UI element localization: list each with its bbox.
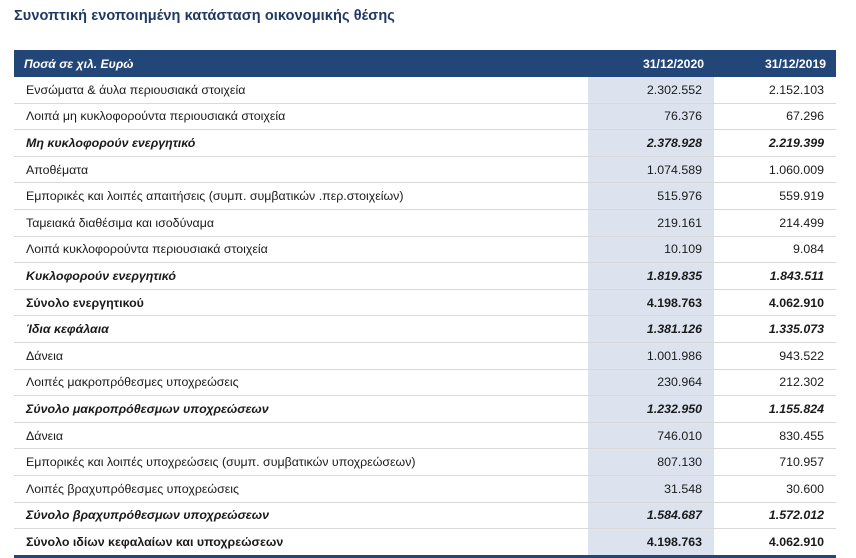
row-value-2019: 212.302 — [714, 369, 836, 396]
row-value-2019: 2.219.399 — [714, 130, 836, 157]
row-value-2020: 1.819.835 — [588, 263, 714, 290]
row-label: Λοιπές βραχυπρόθεσμες υποχρεώσεις — [14, 475, 588, 502]
table-row — [14, 396, 836, 423]
row-value-2020: 4.198.763 — [588, 289, 714, 316]
financial-table-container — [14, 50, 836, 558]
row-label: Εμπορικές και λοιπές απαιτήσεις (συμπ. συμβατικών .περ.στοιχείων) — [14, 183, 588, 210]
table-row — [14, 475, 836, 502]
row-value-2019: 67.296 — [714, 103, 836, 130]
row-label: Λοιπές μακροπρόθεσμες υποχρεώσεις — [14, 369, 588, 396]
column-header-year-2019: 31/12/2019 — [714, 50, 836, 77]
row-value-2019: 1.060.009 — [714, 156, 836, 183]
row-label: Μη κυκλοφορούν ενεργητικό — [14, 130, 588, 157]
row-value-2020: 746.010 — [588, 422, 714, 449]
row-value-2019: 1.843.511 — [714, 263, 836, 290]
row-value-2020: 76.376 — [588, 103, 714, 130]
row-value-2020: 807.130 — [588, 449, 714, 476]
row-value-2019: 214.499 — [714, 209, 836, 236]
row-label: Δάνεια — [14, 422, 588, 449]
row-label: Ταμειακά διαθέσιμα και ισοδύναμα — [14, 209, 588, 236]
row-label: Κυκλοφορούν ενεργητικό — [14, 263, 588, 290]
table-row — [14, 156, 836, 183]
financial-position-table — [14, 50, 836, 558]
row-label: Λοιπά κυκλοφορούντα περιουσιακά στοιχεία — [14, 236, 588, 263]
row-label: Σύνολο μακροπρόθεσμων υποχρεώσεων — [14, 396, 588, 423]
row-value-2020: 1.232.950 — [588, 396, 714, 423]
column-header-year-2020: 31/12/2020 — [588, 50, 714, 77]
row-value-2019: 4.062.910 — [714, 529, 836, 557]
table-row — [14, 77, 836, 103]
table-row — [14, 289, 836, 316]
row-value-2019: 4.062.910 — [714, 289, 836, 316]
row-value-2019: 830.455 — [714, 422, 836, 449]
page-title: Συνοπτική ενοποιημένη κατάσταση οικονομικής θέσης — [14, 8, 395, 24]
row-value-2020: 10.109 — [588, 236, 714, 263]
row-label: Σύνολο ενεργητικού — [14, 289, 588, 316]
row-value-2020: 1.074.589 — [588, 156, 714, 183]
row-value-2020: 1.584.687 — [588, 502, 714, 529]
table-body — [14, 77, 836, 556]
table-row — [14, 103, 836, 130]
row-value-2019: 943.522 — [714, 342, 836, 369]
table-row — [14, 183, 836, 210]
row-value-2020: 230.964 — [588, 369, 714, 396]
row-value-2020: 31.548 — [588, 475, 714, 502]
table-header — [14, 50, 836, 77]
row-label: Εμπορικές και λοιπές υποχρεώσεις (συμπ. συμβατικών υποχρεώσεων) — [14, 449, 588, 476]
row-value-2019: 1.572.012 — [714, 502, 836, 529]
table-row — [14, 236, 836, 263]
table-row — [14, 263, 836, 290]
row-label: Λοιπά μη κυκλοφορούντα περιουσιακά στοιχεία — [14, 103, 588, 130]
row-label: Ενσώματα & άυλα περιουσιακά στοιχεία — [14, 77, 588, 103]
table-row — [14, 316, 836, 343]
row-label: Σύνολο βραχυπρόθεσμων υποχρεώσεων — [14, 502, 588, 529]
row-value-2020: 2.378.928 — [588, 130, 714, 157]
table-row — [14, 529, 836, 557]
row-label: Αποθέματα — [14, 156, 588, 183]
row-value-2019: 1.155.824 — [714, 396, 836, 423]
row-value-2019: 9.084 — [714, 236, 836, 263]
row-value-2019: 1.335.073 — [714, 316, 836, 343]
row-label: Σύνολο ιδίων κεφαλαίων και υποχρεώσεων — [14, 529, 588, 557]
row-value-2019: 710.957 — [714, 449, 836, 476]
row-value-2019: 2.152.103 — [714, 77, 836, 103]
row-label: Ίδια κεφάλαια — [14, 316, 588, 343]
table-row — [14, 209, 836, 236]
row-label: Δάνεια — [14, 342, 588, 369]
row-value-2020: 219.161 — [588, 209, 714, 236]
row-value-2020: 2.302.552 — [588, 77, 714, 103]
row-value-2020: 1.001.986 — [588, 342, 714, 369]
column-header-label: Ποσά σε χιλ. Ευρώ — [14, 50, 588, 77]
row-value-2020: 4.198.763 — [588, 529, 714, 557]
table-row — [14, 342, 836, 369]
table-row — [14, 449, 836, 476]
table-row — [14, 502, 836, 529]
row-value-2020: 1.381.126 — [588, 316, 714, 343]
row-value-2019: 559.919 — [714, 183, 836, 210]
table-row — [14, 369, 836, 396]
row-value-2020: 515.976 — [588, 183, 714, 210]
table-header-row — [14, 50, 836, 77]
table-row — [14, 130, 836, 157]
table-row — [14, 422, 836, 449]
row-value-2019: 30.600 — [714, 475, 836, 502]
